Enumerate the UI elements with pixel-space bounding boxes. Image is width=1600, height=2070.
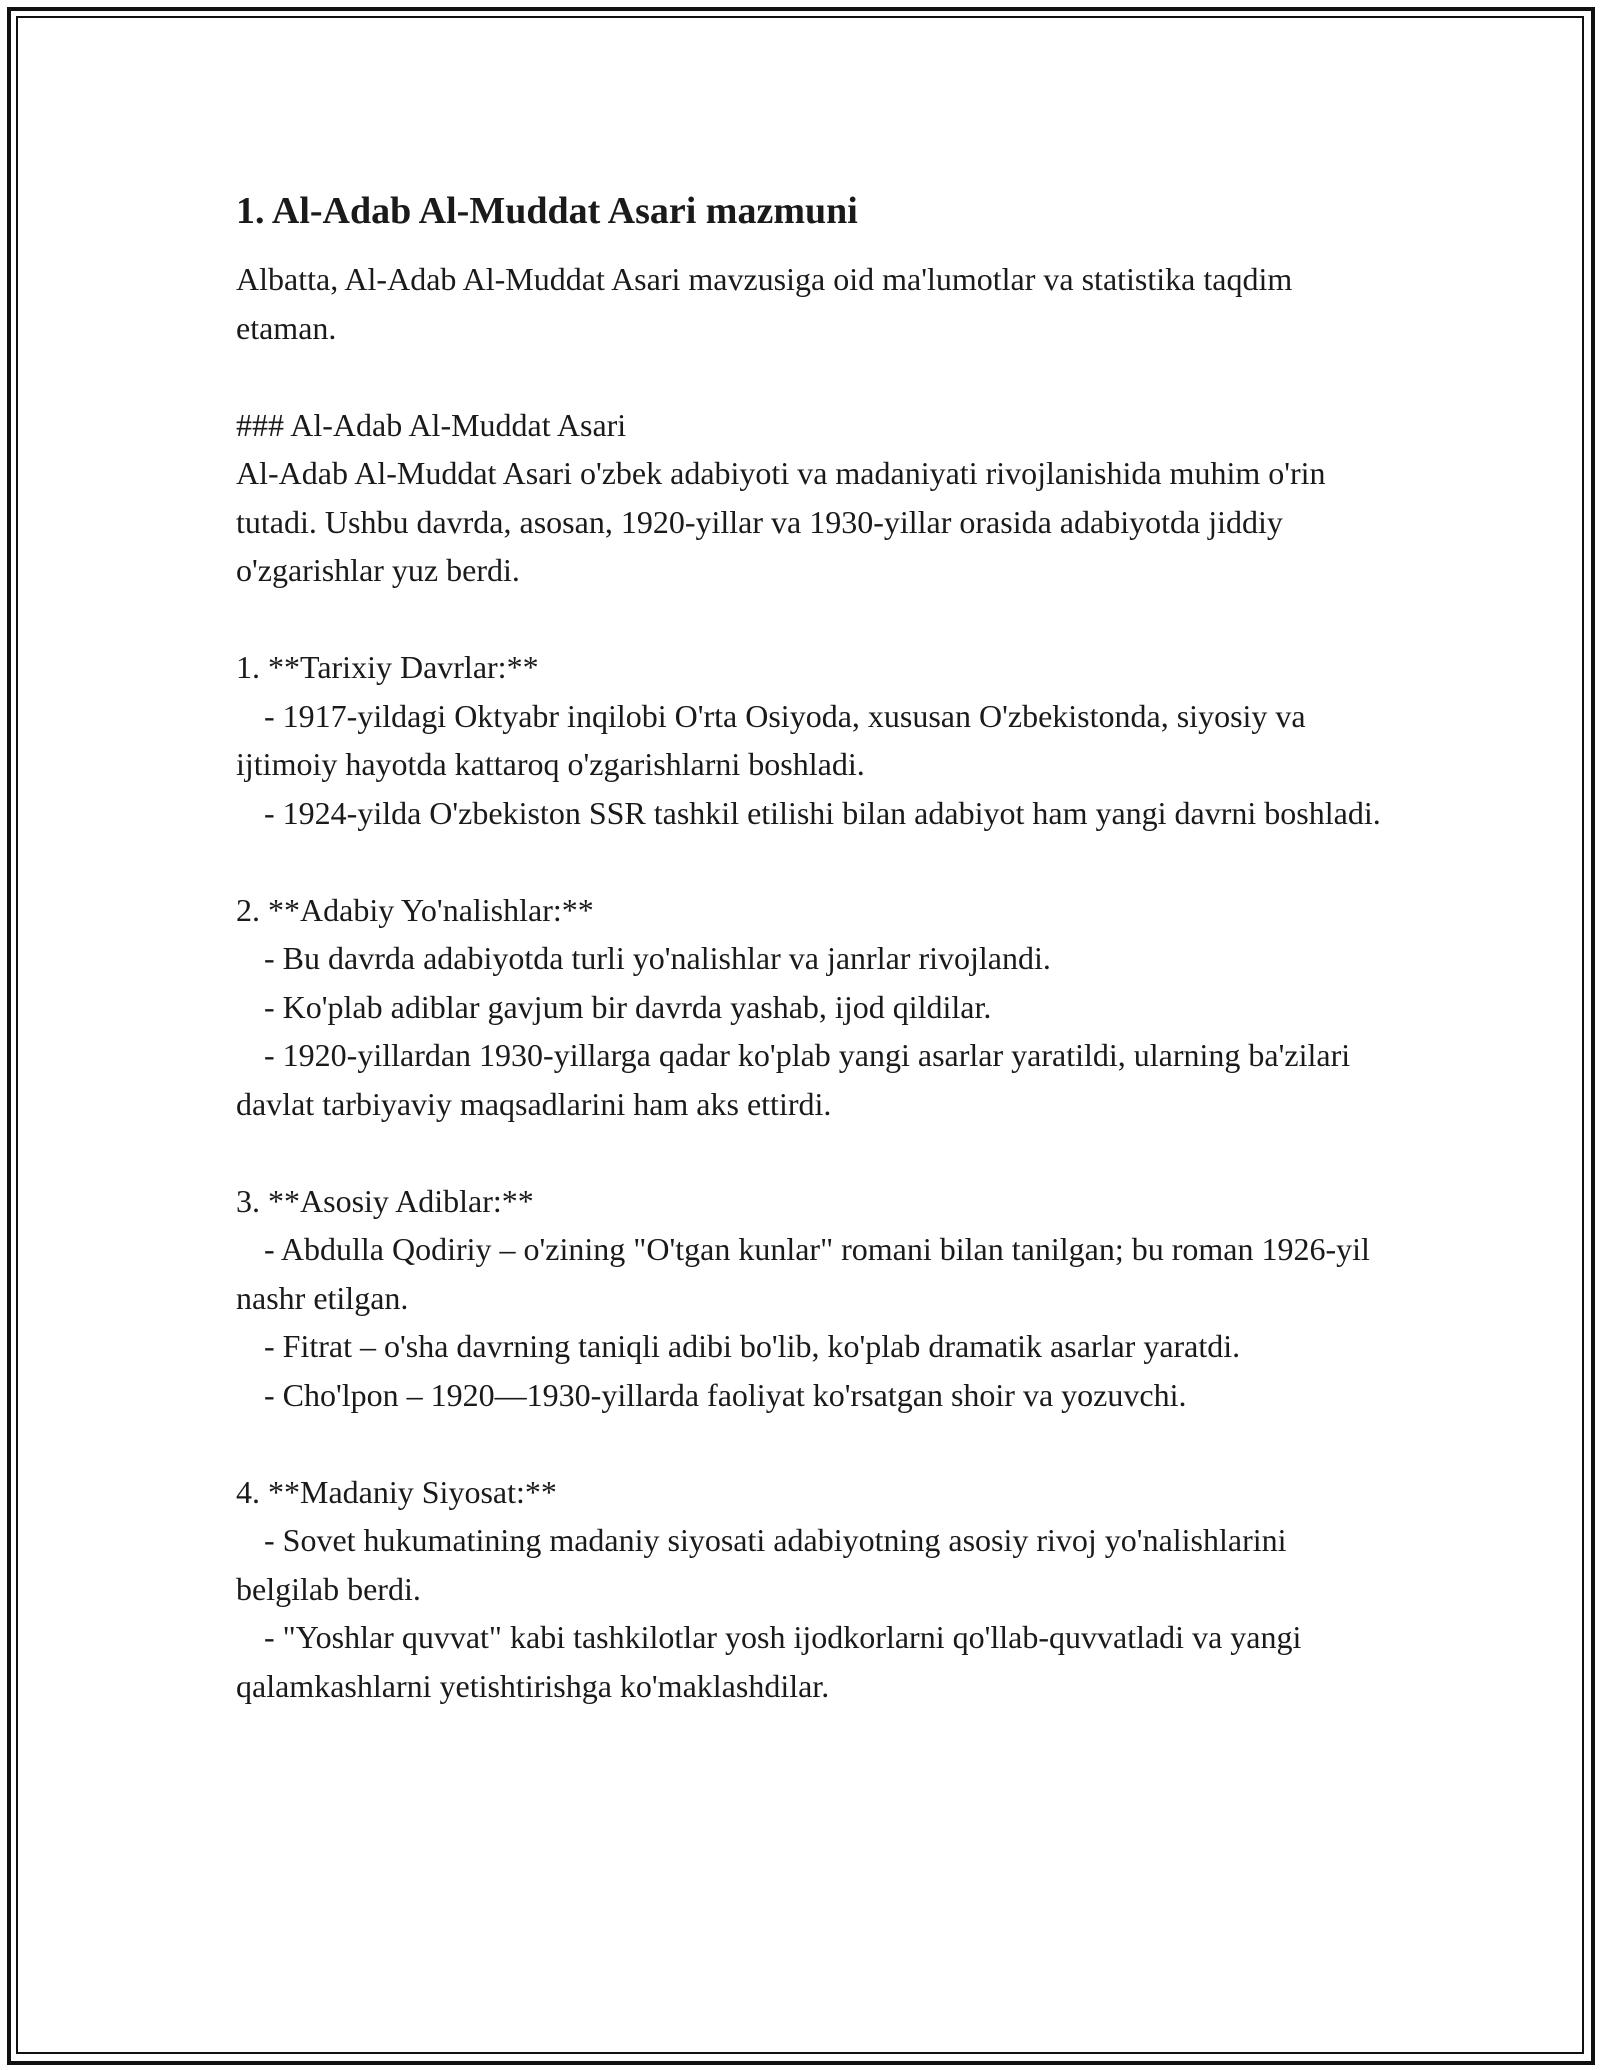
section-heading-literary-directions: 2. **Adabiy Yo'nalishlar:** [236, 891, 594, 928]
list-item: - "Yoshlar quvvat" kabi tashkilotlar yosh ijodkorlarni qo'llab-quvvatladi va yangi qalamkashlarni yetishtirishga ko'maklashdilar. [236, 1619, 1302, 1704]
list-item: - 1924-yilda O'zbekiston SSR tashkil etilishi bilan adabiyot ham yangi davrni boshladi. [264, 794, 1381, 831]
intro-paragraph: Albatta, Al-Adab Al-Muddat Asari mavzusiga oid ma'lumotlar va statistika taqdim etaman. [236, 261, 1301, 346]
document-body [236, 187, 1386, 1710]
list-item: - Ko'plab adiblar gavjum bir davrda yashab, ijod qildilar. [264, 988, 992, 1025]
spacer [236, 352, 1386, 401]
section-paragraph: Al-Adab Al-Muddat Asari o'zbek adabiyoti va madaniyati rivojlanishida muhim o'rin tutadi. Ushbu davrda, asosan, 1920-yillar va 1930-yillar orasida adabiyotda jiddiy o'zgarishlar yuz berdi. [236, 455, 1334, 588]
list-item: - Cho'lpon – 1920—1930-yillarda faoliyat ko'rsatgan shoir va yozuvchi. [264, 1376, 1187, 1413]
document-title: 1. Al-Adab Al-Muddat Asari mazmuni [236, 190, 858, 232]
list-item: - 1920-yillardan 1930-yillarga qadar ko'plab yangi asarlar yaratildi, ularning ba'zilari davlat tarbiyaviy maqsadlarini ham aks ettirdi. [236, 1037, 1351, 1122]
spacer [236, 1419, 1386, 1468]
section-heading-historical-periods: 1. **Tarixiy Davrlar:** [236, 649, 539, 685]
section-heading-main-writers: 3. **Asosiy Adiblar:** [236, 1182, 534, 1219]
section-literary-directions [236, 886, 1386, 1129]
section-heading: ### Al-Adab Al-Muddat Asari [236, 406, 627, 443]
section-historical-periods [236, 643, 1386, 837]
spacer [236, 595, 1386, 644]
spacer [236, 837, 1386, 886]
list-item: - 1917-yildagi Oktyabr inqilobi O'rta Osiyoda, xususan O'zbekistonda, siyosiy va ijtimoiy hayotda kattaroq o'zgarishlarni boshladi. [236, 697, 1306, 782]
list-item: - Fitrat – o'sha davrning taniqli adibi bo'lib, ko'plab dramatik asarlar yaratdi. [264, 1328, 1241, 1364]
section-cultural-policy [236, 1468, 1386, 1711]
list-item: - Sovet hukumatining madaniy siyosati adabiyotning asosiy rivoj yo'nalishlarini belgilab berdi. [236, 1522, 1287, 1607]
section-main-writers [236, 1177, 1386, 1420]
list-item: - Abdulla Qodiriy – o'zining "O'tgan kunlar" romani bilan tanilgan; bu roman 1926-yil nashr etilgan. [236, 1231, 1370, 1316]
spacer [236, 1128, 1386, 1177]
section-heading-cultural-policy: 4. **Madaniy Siyosat:** [236, 1473, 557, 1510]
list-item: - Bu davrda adabiyotda turli yo'nalishlar va janrlar rivojlandi. [264, 940, 1051, 976]
